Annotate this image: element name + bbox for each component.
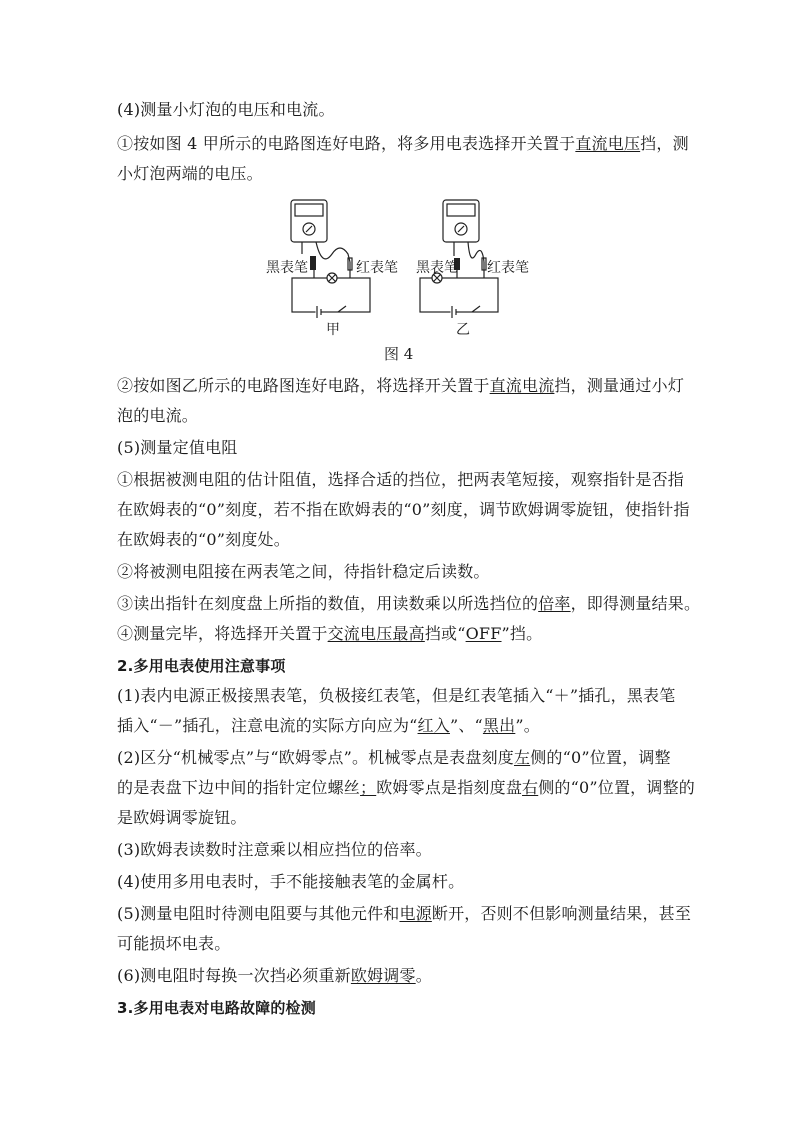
step-5-1-line-1: ①根据被测电阻的估计阻值，选择合适的挡位，把两表笔短接，观察指针是否指 [117,470,685,489]
circuit-b [420,278,498,312]
switch-a-icon [338,306,346,312]
note-1-line-1: (1)表内电源正极接黑表笔，负极接红表笔，但是红表笔插入“＋”插孔，黑表笔 [117,686,676,705]
note-4: (4)使用多用电表时，手不能接触表笔的金属杆。 [117,872,465,891]
heading-measure-resistor: (5)测量定值电阻 [117,438,238,457]
meter-a-leads [302,242,350,262]
label-black-probe-a: 黑表笔 [266,260,308,276]
note-2-line-3: 是欧姆调零旋钮。 [117,808,247,827]
label-red-probe-a: 红表笔 [356,260,398,276]
meter-a-display [295,204,323,216]
label-black-probe-b: 黑表笔 [416,260,458,276]
step-5-1-line-2: 在欧姆表的“0”刻度，若不指在欧姆表的“0”刻度，调节欧姆调零旋钮，使指针指 [117,500,690,519]
step-4-1-line-1: ①按如图 4 甲所示的电路图连好电路，将多用电表选择开关置于直流电压挡，测 [117,134,689,153]
figure-caption: 图 4 [384,345,414,363]
step-5-4: ④测量完毕，将选择开关置于交流电压最高挡或“OFF”挡。 [117,624,543,643]
note-2-line-1: (2)区分“机械零点”与“欧姆零点”。机械零点是表盘刻度左侧的“0”位置，调整 [117,748,671,767]
section-2-heading: 2.多用电表使用注意事项 [117,657,286,675]
multimeter-a-icon [291,200,327,242]
heading-measure-bulb: (4)测量小灯泡的电压和电流。 [117,100,335,119]
note-3: (3)欧姆表读数时注意乘以相应挡位的倍率。 [117,840,432,859]
step-4-1-line-2: 小灯泡两端的电压。 [117,164,263,183]
step-5-3: ③读出指针在刻度盘上所指的数值，用读数乘以所选挡位的倍率，即得测量结果。 [117,594,701,613]
note-2-line-2: 的是表盘下边中间的指针定位螺丝；欧姆零点是指刻度盘右侧的“0”位置，调整的 [117,778,695,797]
note-6: (6)测电阻时每换一次挡必须重新欧姆调零。 [117,966,432,985]
label-circuit-a: 甲 [326,322,340,338]
label-circuit-b: 乙 [456,322,470,338]
meter-b-display [447,204,475,216]
step-5-1-line-3: 在欧姆表的“0”刻度处。 [117,530,290,549]
multimeter-b-icon [443,200,479,242]
step-4-2-line-2: 泡的电流。 [117,406,199,425]
step-4-2-line-1: ②按如图乙所示的电路图连好电路，将选择开关置于直流电流挡，测量通过小灯 [117,376,685,395]
label-red-probe-b: 红表笔 [487,260,529,276]
black-probe-a-icon [310,256,316,270]
step-5-2: ②将被测电阻接在两表笔之间，待指针稳定后读数。 [117,562,490,581]
note-1-line-2: 插入“－”插孔，注意电流的实际方向应为“红入”、“黑出”。 [117,716,540,735]
note-5-line-2: 可能损坏电表。 [117,934,231,953]
note-5-line-1: (5)测量电阻时待测电阻要与其他元件和电源断开，否则不但影响测量结果，甚至 [117,904,692,923]
section-3-heading: 3.多用电表对电路故障的检测 [117,999,316,1017]
switch-b-icon [472,306,480,312]
